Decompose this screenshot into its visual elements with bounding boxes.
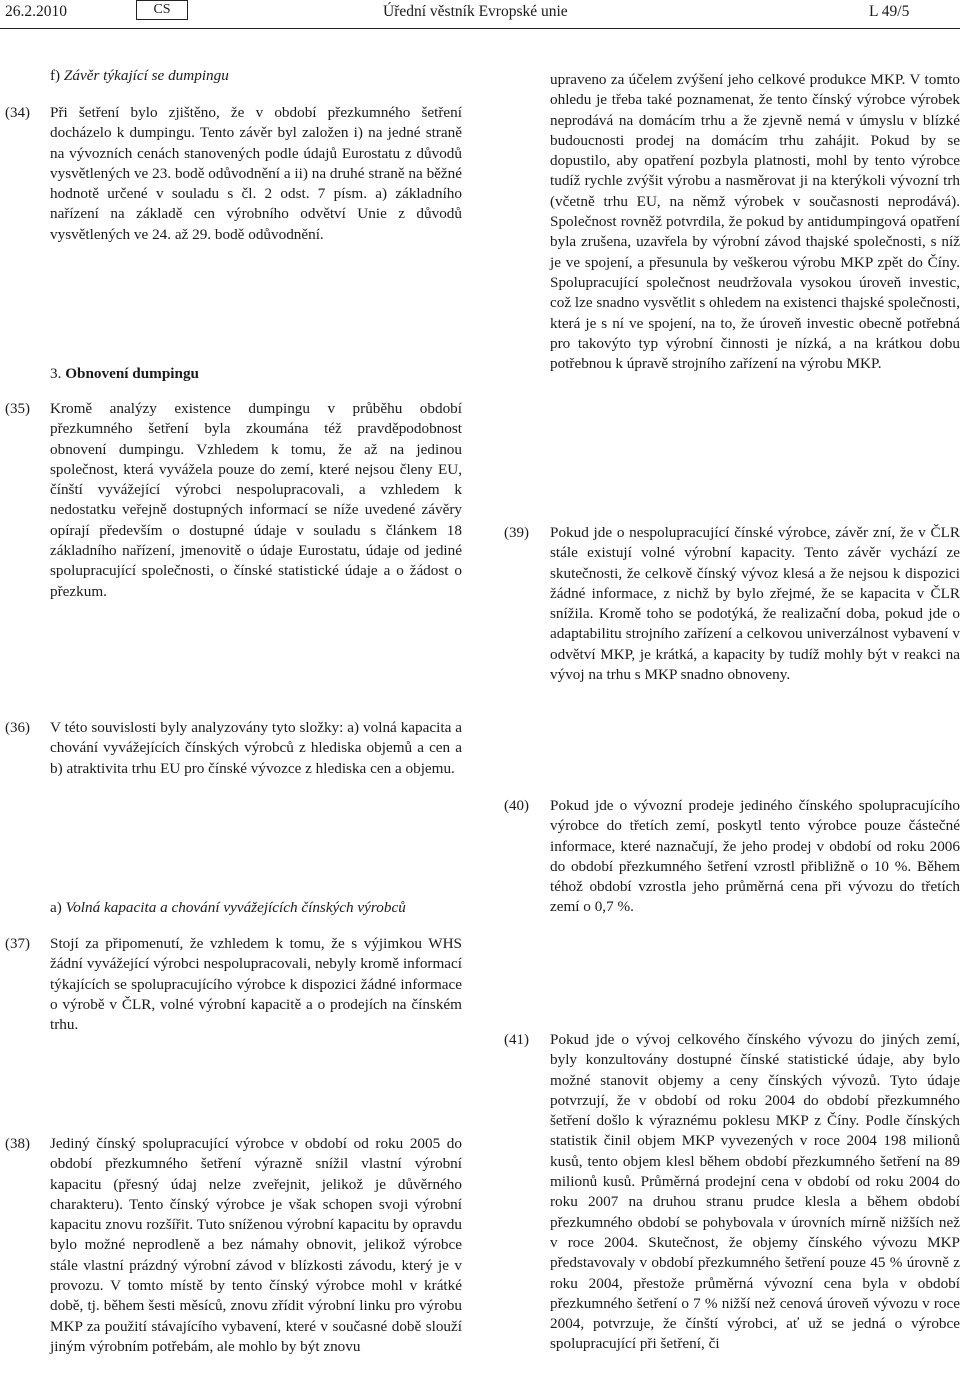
subheading-text: Volná kapacita a chování vyvážejících čínských výrobců	[65, 899, 406, 916]
paragraph-text: Stojí za připomenutí, že vzhledem k tomu, že s výjimkou WHS žádní vyvážející výrobci nespolupracovali, nebyly kromě informací týkajících se spolupracujícího výrobce k dispozici žádné informace o výrobě v ČLR, volné výrobní kapacitě a o prodejích na čínském trhu.	[50, 935, 462, 1034]
paragraph-text: Jediný čínský spolupracující výrobce v období od roku 2005 do období přezkumného šetření výrazně snížil vlastní výrobní kapacitu (přesný údaj nelze zveřejnit, jelikož je důvěrného charakteru). Tento čínský výrobce je však schopen svoji výrobní kapacitu znovu rozšířit. Tuto sníženou výrobní kapacitu by opravdu bylo možné neprodleně a bez námahy obnovit, jelikož výrobce stále vlastní prázdný výrobní závod v blízkosti závodu, který je v provozu. V tomto místě by tento čínský výrobce mohl v krátké době, tj. během šesti měsíců, znovu zřídit výrobní linku pro výrobu MKP za použití stávajícího vybavení, které v současné době slouží jiným výrobním potřebám, ale mohlo by být znovu	[50, 1135, 462, 1355]
paragraph-text: Pokud jde o vývozní prodeje jediného čínského spolupracujícího výrobce do třetích zemí, poskytl tento výrobce pouze částečné informace, které naznačují, že jeho prodej v období od roku 2006 do období přezkumného šetření vzrostl přibližně o 10 %. Během téhož období vzrostla jeho průměrná cena při vývozu do třetích zemí o 0,7 %.	[550, 797, 960, 916]
section-title: Obnovení dumpingu	[65, 365, 199, 382]
paragraph-text: Při šetření bylo zjištěno, že v období přezkumného šetření docházelo k dumpingu. Tento závěr byl založen i) na jedné straně na vývozních cenách stanovených podle údajů Eurostatu z důvodů vysvětlených ve 23. bodě odůvodnění a ii) na druhé straně na běžné hodnotě určené v souladu s čl. 2 odst. 7 písm. a) základního nařízení na základě cen výrobního odvětví Unie z důvodů vysvětlených ve 24. až 29. bodě odůvodnění.	[50, 104, 462, 243]
paragraph-number: (40)	[504, 798, 529, 814]
header-divider	[0, 28, 960, 29]
paragraph-number: (37)	[5, 936, 30, 952]
paragraph-text: Pokud jde o nespolupracující čínské výrobce, závěr zní, že v ČLR stále existují volné výrobní kapacity. Tento závěr vychází ze skutečnosti, že celkově čínský vývoz klesá a že nejsou k dispozici žádné informace, z nichž by bylo zřejmé, že se kapacita v ČLR snížila. Kromě toho se podotýká, že realizační doba, pokud jde o adaptabilitu strojního zařízení a celkovou univerzálnost vybavení v odvětví MKP, je krátká, a kapacity by tudíž mohly být v reakci na vývoj na trhu s MKP snadno obnoveny.	[550, 524, 960, 684]
paragraph-number: (38)	[5, 1136, 30, 1152]
language-badge: CS	[136, 0, 188, 20]
paragraph-number: (35)	[5, 401, 30, 417]
page-header	[0, 0, 960, 40]
paragraph-number: (41)	[504, 1032, 529, 1048]
publication-date: 26.2.2010	[5, 3, 67, 20]
journal-title: Úřední věstník Evropské unie	[383, 3, 568, 20]
paragraph-text: Pokud jde o vývoj celkového čínského vývozu do jiných zemí, byly konzultovány dostupné čínské statistické údaje, aby bylo možné stanovit objemy a ceny čínských vývozů. Tyto údaje potvrzují, že v období od roku 2004 do období přezkumného šetření došlo k výraznému poklesu MKP z Číny. Podle čínských statistik činil objem MKP vyvezených v roce 2004 198 milionů kusů, tento objem klesl během období přezkumného šetření na 89 milionů kusů. Průměrná prodejní cena v období od roku 2004 do roku 2007 na druhou stranu prudce klesla a během období přezkumného období se pohybovala v úrovních mírně nižších než v roce 2004. Skutečnost, že objemy čínského vývozu MKP představovaly v období přezkumného šetření pouze 45 % úrovně z roku 2004, přestože průměrná vývozní cena byla v období přezkumného šetření o 7 % nižší než cenová úroveň vývozu v roce 2004, potvrzuje, že čínští výrobci, ať už se jedná o výrobce spolupracující při šetření, či	[550, 1031, 960, 1353]
page-number: L 49/5	[869, 3, 910, 20]
paragraph-text: Kromě analýzy existence dumpingu v průběhu období přezkumného šetření byla zkoumána též pravděpodobnost obnovení dumpingu. Vzhledem k tomu, že až na jedinou společnost, která vyvážela pouze do zemí, které nejsou členy EU, čínští vyvážející výrobci nespolupracovali, a vzhledem k nedostatku veřejně dostupných informací se níže uvedené závěry opírají především o dostupné údaje v souladu s článkem 18 základního nařízení, jmenovitě o údaje Eurostatu, údaje od jediné spolupracující společnosti, o čínské statistické údaje a o žádost o přezkum.	[50, 400, 462, 600]
subheading-text: Závěr týkající se dumpingu	[63, 67, 229, 84]
paragraph-number: (36)	[5, 720, 30, 736]
subheading-label: f)	[50, 67, 61, 84]
section-number: 3.	[50, 365, 62, 382]
paragraph-number: (39)	[504, 525, 529, 541]
paragraph-text: upraveno za účelem zvýšení jeho celkové produkce MKP. V tomto ohledu je třeba také poznamenat, že tento čínský výrobce výrobek neprodává na domácím trhu a že zjevně nemá v úmyslu v blízké budoucnosti prodej na domácím trhu zahájit. Pokud by se dopustilo, aby opatření pozbyla platnosti, mohl by tento výrobce tudíž rychle zvýšit výrobu a nasměrovat ji na kterýkoli vývozní trh (včetně trhu EU, na němž výrobek v současnosti neprodává). Společnost rovněž potvrdila, že pokud by antidumpingová opatření byla zrušena, uzavřela by výrobní závod thajské společnosti, s níž je ve spojení, a přesunula by veškerou výrobu MKP zpět do Číny. Spolupracující společnost neudržovala vysokou úroveň investic, což lze snadno vysvětlit s ohledem na existenci thajské společnosti, která je s ní ve spojení, na to, že úroveň investic obecně potřebná pro takovýto typ výrobní činnosti je nízká, a na krátkou dobu potřebnou k úpravě strojního zařízení na výrobu MKP.	[550, 71, 960, 373]
paragraph-number: (34)	[5, 105, 30, 121]
paragraph-text: V této souvislosti byly analyzovány tyto složky: a) volná kapacita a chování vyvážejících čínských výrobců z hlediska objemů a cen a b) atraktivita trhu EU pro čínské vývozce z hlediska cen a objemu.	[50, 719, 462, 777]
subheading-label: a)	[50, 899, 62, 916]
